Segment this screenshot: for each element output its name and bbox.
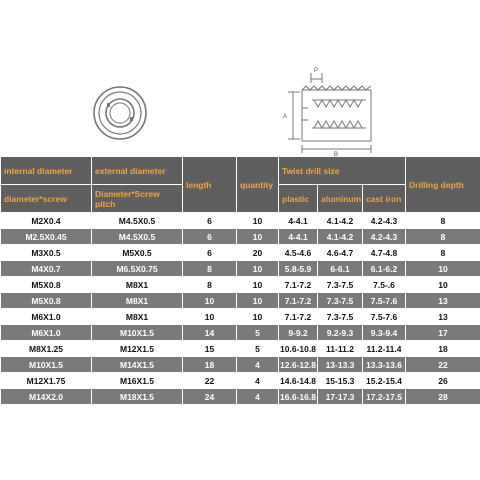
cell-external: M14X1.5 — [92, 357, 183, 373]
cell-internal: M5X0.8 — [1, 277, 92, 293]
cell-plastic: 16.6-16.8 — [279, 389, 318, 405]
cell-quantity: 10 — [237, 309, 279, 325]
insert-spec-table — [0, 156, 480, 405]
cell-external: M8X1 — [92, 293, 183, 309]
cell-aluminum: 6-6.1 — [318, 261, 363, 277]
header-plastic: plastic — [279, 185, 318, 213]
cell-cast-iron: 17.2-17.5 — [363, 389, 406, 405]
header-aluminum: aluminum — [318, 185, 363, 213]
cell-cast-iron: 7.5-.6 — [363, 277, 406, 293]
cell-depth: 28 — [406, 389, 480, 405]
cell-depth: 13 — [406, 309, 480, 325]
header-diameter-screw: diameter*screw — [1, 185, 92, 213]
cell-aluminum: 13-13.3 — [318, 357, 363, 373]
header-cast-iron: cast iron — [363, 185, 406, 213]
header-diameter-screw-pitch: Diameter*Screw pitch — [92, 185, 183, 213]
cell-plastic: 4-4.1 — [279, 229, 318, 245]
cell-cast-iron: 7.5-7.6 — [363, 293, 406, 309]
cell-aluminum: 11-11.2 — [318, 341, 363, 357]
table-row — [1, 373, 480, 389]
cell-cast-iron: 4.2-4.3 — [363, 213, 406, 229]
cell-internal: M10X1.5 — [1, 357, 92, 373]
cell-internal: M3X0.5 — [1, 245, 92, 261]
cell-length: 18 — [183, 357, 237, 373]
cell-external: M12X1.5 — [92, 341, 183, 357]
table-row — [1, 213, 480, 229]
cell-plastic: 12.6-12.8 — [279, 357, 318, 373]
cell-depth: 8 — [406, 213, 480, 229]
cell-length: 8 — [183, 261, 237, 277]
cell-external: M16X1.5 — [92, 373, 183, 389]
cell-quantity: 10 — [237, 261, 279, 277]
cell-cast-iron: 4.7-4.8 — [363, 245, 406, 261]
cell-quantity: 4 — [237, 373, 279, 389]
table-row — [1, 229, 480, 245]
table-row — [1, 341, 480, 357]
cell-quantity: 10 — [237, 293, 279, 309]
cell-depth: 10 — [406, 277, 480, 293]
cell-aluminum: 4.6-4.7 — [318, 245, 363, 261]
cell-internal: M12X1.75 — [1, 373, 92, 389]
header-drilling-depth: Drilling depth — [406, 157, 480, 213]
cell-cast-iron: 6.1-6.2 — [363, 261, 406, 277]
cell-cast-iron: 11.2-11.4 — [363, 341, 406, 357]
dimension-label-p: P — [314, 68, 319, 74]
table-row — [1, 389, 480, 405]
cell-aluminum: 9.2-9.3 — [318, 325, 363, 341]
cell-aluminum: 7.3-7.5 — [318, 293, 363, 309]
cell-cast-iron: 9.3-9.4 — [363, 325, 406, 341]
cell-aluminum: 4.1-4.2 — [318, 213, 363, 229]
cell-quantity: 5 — [237, 341, 279, 357]
cell-length: 14 — [183, 325, 237, 341]
table-row — [1, 261, 480, 277]
cell-quantity: 10 — [237, 213, 279, 229]
cell-aluminum: 4.1-4.2 — [318, 229, 363, 245]
cell-internal: M5X0.8 — [1, 293, 92, 309]
cell-internal: M2X0.4 — [1, 213, 92, 229]
table-row — [1, 325, 480, 341]
cell-cast-iron: 4.2-4.3 — [363, 229, 406, 245]
header-twist-drill-size: Twist drill size — [279, 157, 406, 185]
cell-plastic: 4-4.1 — [279, 213, 318, 229]
cell-quantity: 10 — [237, 277, 279, 293]
cell-plastic: 7.1-7.2 — [279, 277, 318, 293]
cell-length: 10 — [183, 293, 237, 309]
cell-quantity: 10 — [237, 229, 279, 245]
cell-external: M8X1 — [92, 277, 183, 293]
table-row — [1, 277, 480, 293]
table-row — [1, 309, 480, 325]
table-row — [1, 293, 480, 309]
cell-aluminum: 15-15.3 — [318, 373, 363, 389]
insert-end-view-drawing — [94, 87, 146, 139]
table-header-row-1 — [1, 157, 480, 185]
cell-quantity: 4 — [237, 389, 279, 405]
header-quantity: quantity — [237, 157, 279, 213]
cell-aluminum: 7.3-7.5 — [318, 277, 363, 293]
insert-section-view-drawing — [288, 73, 371, 153]
cell-depth: 10 — [406, 261, 480, 277]
cell-external: M4.5X0.5 — [92, 229, 183, 245]
cell-length: 24 — [183, 389, 237, 405]
cell-depth: 22 — [406, 357, 480, 373]
cell-plastic: 5.8-5.9 — [279, 261, 318, 277]
cell-quantity: 5 — [237, 325, 279, 341]
cell-length: 10 — [183, 309, 237, 325]
cell-cast-iron: 13.3-13.6 — [363, 357, 406, 373]
header-external-diameter: external diameter — [92, 157, 183, 185]
cell-external: M4.5X0.5 — [92, 213, 183, 229]
cell-depth: 8 — [406, 245, 480, 261]
table-row — [1, 357, 480, 373]
cell-external: M6.5X0.75 — [92, 261, 183, 277]
cell-plastic: 10.6-10.8 — [279, 341, 318, 357]
cell-aluminum: 7.3-7.5 — [318, 309, 363, 325]
cell-depth: 13 — [406, 293, 480, 309]
cell-external: M10X1.5 — [92, 325, 183, 341]
dimension-label-a: A — [283, 114, 288, 120]
header-internal-diameter: internal diameter — [1, 157, 92, 185]
cell-depth: 17 — [406, 325, 480, 341]
cell-internal: M6X1.0 — [1, 325, 92, 341]
cell-plastic: 4.5-4.6 — [279, 245, 318, 261]
cell-depth: 8 — [406, 229, 480, 245]
cell-plastic: 9-9.2 — [279, 325, 318, 341]
technical-drawings — [0, 0, 480, 156]
cell-length: 8 — [183, 277, 237, 293]
cell-length: 6 — [183, 229, 237, 245]
cell-quantity: 4 — [237, 357, 279, 373]
dimension-label-b: B — [334, 152, 339, 156]
cell-plastic: 7.1-7.2 — [279, 293, 318, 309]
cell-length: 15 — [183, 341, 237, 357]
cell-depth: 26 — [406, 373, 480, 389]
cell-internal: M4X0.7 — [1, 261, 92, 277]
cell-plastic: 7.1-7.2 — [279, 309, 318, 325]
cell-external: M8X1 — [92, 309, 183, 325]
cell-external: M5X0.5 — [92, 245, 183, 261]
cell-quantity: 20 — [237, 245, 279, 261]
cell-internal: M8X1.25 — [1, 341, 92, 357]
cell-depth: 18 — [406, 341, 480, 357]
cell-length: 22 — [183, 373, 237, 389]
table-row — [1, 245, 480, 261]
cell-plastic: 14.6-14.8 — [279, 373, 318, 389]
cell-cast-iron: 15.2-15.4 — [363, 373, 406, 389]
cell-internal: M14X2.0 — [1, 389, 92, 405]
header-length: length — [183, 157, 237, 213]
cell-internal: M6X1.0 — [1, 309, 92, 325]
cell-internal: M2.5X0.45 — [1, 229, 92, 245]
cell-cast-iron: 7.5-7.6 — [363, 309, 406, 325]
cell-external: M18X1.5 — [92, 389, 183, 405]
cell-aluminum: 17-17.3 — [318, 389, 363, 405]
cell-length: 6 — [183, 213, 237, 229]
cell-length: 6 — [183, 245, 237, 261]
